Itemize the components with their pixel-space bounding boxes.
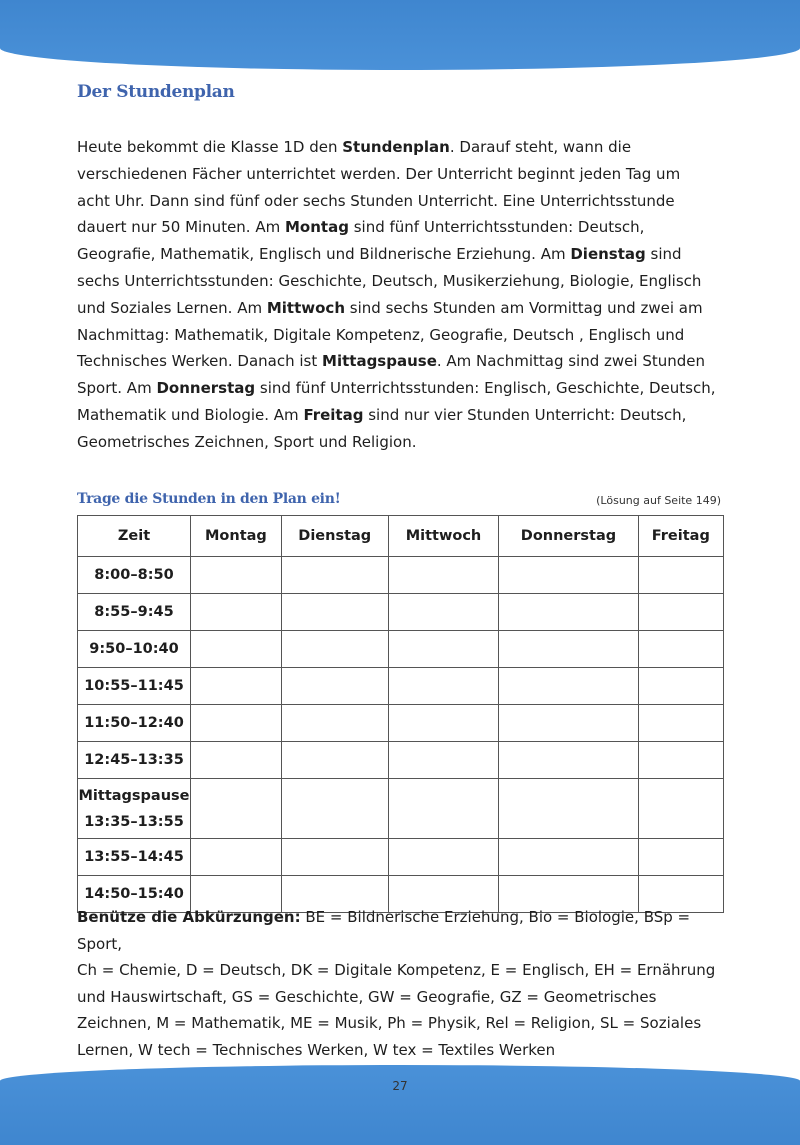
- abbreviations-line: BE = Bildnerische Erziehung, Bio = Biologie, BSp = Sport,: [77, 908, 691, 953]
- abbreviations-line: und Hauswirtschaft, GS = Geschichte, GW = Geografie, GZ = Geometrisches: [77, 987, 657, 1006]
- paragraph-line: [77, 241, 737, 268]
- bold-term: Stundenplan: [342, 138, 450, 156]
- time-label: 12:45–13:35: [84, 752, 184, 768]
- empty-cell-montag[interactable]: [191, 779, 282, 839]
- abbreviations-line: Zeichnen, M = Mathematik, ME = Musik, Ph = Physik, Rel = Religion, SL = Soziales: [77, 1014, 702, 1032]
- empty-cell-dienstag[interactable]: [281, 742, 388, 779]
- text-segment: Geometrisches Zeichnen, Sport und Religion.: [77, 432, 417, 451]
- paragraph-line: [77, 429, 737, 456]
- abbreviations-line: Lernen, W tech = Technisches Werken, W tex = Textiles Werken: [77, 1040, 556, 1059]
- empty-cell-freitag[interactable]: [638, 557, 723, 594]
- column-header-dienstag: Dienstag: [281, 516, 388, 557]
- text-segment: Nachmittag: Mathematik, Digitale Kompetenz, Geografie, Deutsch , Englisch und: [77, 325, 685, 344]
- empty-cell-mittwoch[interactable]: [388, 557, 499, 594]
- empty-cell-montag[interactable]: [191, 742, 282, 779]
- empty-cell-freitag[interactable]: [638, 705, 723, 742]
- empty-cell-donnerstag[interactable]: [499, 705, 638, 742]
- empty-cell-montag[interactable]: [191, 668, 282, 705]
- table-row: [78, 631, 724, 668]
- text-segment: sind nur vier Stunden Unterricht: Deutsch,: [363, 405, 687, 424]
- bold-term: Montag: [285, 218, 349, 237]
- empty-cell-freitag[interactable]: [638, 839, 723, 876]
- empty-cell-dienstag[interactable]: [281, 839, 388, 876]
- time-cell: [78, 594, 191, 631]
- text-segment: sechs Unterrichtsstunden: Geschichte, Deutsch, Musikerziehung, Biologie, Englisch: [77, 271, 702, 290]
- paragraph-line: [77, 402, 737, 429]
- time-label: 11:50–12:40: [84, 715, 184, 731]
- empty-cell-dienstag[interactable]: [281, 668, 388, 705]
- abbreviations-paragraph: [77, 904, 737, 1063]
- empty-cell-dienstag[interactable]: [281, 594, 388, 631]
- text-segment: . Darauf steht, wann die: [449, 138, 632, 156]
- empty-cell-freitag[interactable]: [638, 668, 723, 705]
- time-label: 13:35–13:55: [84, 813, 184, 830]
- paragraph-line: [77, 188, 737, 215]
- empty-cell-freitag[interactable]: [638, 779, 723, 839]
- time-label: 10:55–11:45: [84, 678, 184, 694]
- paragraph-line: [77, 161, 737, 188]
- column-header-zeit: Zeit: [78, 516, 191, 557]
- column-header-freitag: Freitag: [638, 516, 723, 557]
- bold-term: Freitag: [303, 405, 364, 424]
- time-cell: [78, 631, 191, 668]
- time-cell: [78, 705, 191, 742]
- paragraph-line: [77, 268, 737, 295]
- time-cell: [78, 557, 191, 594]
- paragraph-line: [77, 214, 737, 241]
- empty-cell-montag[interactable]: [191, 839, 282, 876]
- column-header-mittwoch: Mittwoch: [388, 516, 499, 557]
- bold-term: Dienstag: [570, 245, 646, 264]
- time-label: 8:00–8:50: [94, 567, 174, 583]
- text-segment: und Soziales Lernen. Am: [77, 298, 267, 317]
- empty-cell-montag[interactable]: [191, 594, 282, 631]
- text-segment: Geografie, Mathematik, Englisch und Bildnerische Erziehung. Am: [77, 245, 571, 264]
- solution-reference: (Lösung auf Seite 149): [596, 494, 721, 507]
- paragraph-line: [77, 134, 737, 161]
- text-segment: sind sechs Stunden am Vormittag und zwei am: [345, 298, 703, 317]
- empty-cell-montag[interactable]: [191, 705, 282, 742]
- text-segment: Technisches Werken. Danach ist: [77, 352, 323, 371]
- empty-cell-mittwoch[interactable]: [388, 631, 499, 668]
- column-header-montag: Montag: [191, 516, 282, 557]
- empty-cell-freitag[interactable]: [638, 742, 723, 779]
- time-label: 9:50–10:40: [89, 641, 179, 657]
- empty-cell-donnerstag[interactable]: [499, 839, 638, 876]
- empty-cell-donnerstag[interactable]: [499, 594, 638, 631]
- task-heading: Trage die Stunden in den Plan ein!: [77, 491, 341, 507]
- page-title: Der Stundenplan: [77, 82, 235, 102]
- empty-cell-dienstag[interactable]: [281, 779, 388, 839]
- text-segment: verschiedenen Fächer unterrichtet werden. Der Unterricht beginnt jeden Tag um: [77, 164, 681, 183]
- text-segment: sind: [645, 245, 682, 264]
- text-segment: Heute bekommt die Klasse 1D den: [77, 138, 343, 156]
- empty-cell-donnerstag[interactable]: [499, 779, 638, 839]
- text-segment: . Am Nachmittag sind zwei Stunden: [436, 352, 705, 371]
- empty-cell-mittwoch[interactable]: [388, 742, 499, 779]
- abbreviations-line: Ch = Chemie, D = Deutsch, DK = Digitale Kompetenz, E = Englisch, EH = Ernährung: [77, 961, 716, 979]
- table-row: [78, 594, 724, 631]
- bold-term: Mittwoch: [266, 298, 346, 317]
- empty-cell-dienstag[interactable]: [281, 557, 388, 594]
- timetable: [77, 515, 724, 913]
- column-header-donnerstag: Donnerstag: [499, 516, 638, 557]
- empty-cell-donnerstag[interactable]: [499, 742, 638, 779]
- text-segment: dauert nur 50 Minuten. Am: [77, 218, 285, 237]
- time-cell: [78, 668, 191, 705]
- intro-paragraph: [77, 134, 737, 456]
- time-label: Mittagspause: [78, 787, 190, 804]
- empty-cell-donnerstag[interactable]: [499, 631, 638, 668]
- table-row: [78, 668, 724, 705]
- empty-cell-freitag[interactable]: [638, 594, 723, 631]
- table-row: [78, 742, 724, 779]
- time-cell: [78, 779, 191, 839]
- time-cell: [78, 742, 191, 779]
- empty-cell-montag[interactable]: [191, 557, 282, 594]
- abbreviations-label: Benütze die Abkürzungen:: [77, 908, 301, 926]
- time-cell: [78, 839, 191, 876]
- text-segment: Mathematik und Biologie. Am: [77, 405, 304, 424]
- empty-cell-mittwoch[interactable]: [388, 839, 499, 876]
- empty-cell-montag[interactable]: [191, 631, 282, 668]
- paragraph-line: [77, 322, 737, 349]
- bold-term: Mittagspause: [322, 352, 437, 371]
- bold-term: Donnerstag: [156, 379, 256, 398]
- empty-cell-mittwoch[interactable]: [388, 705, 499, 742]
- paragraph-line: [77, 348, 737, 375]
- empty-cell-donnerstag[interactable]: [499, 557, 638, 594]
- text-segment: Sport. Am: [77, 379, 157, 398]
- time-label: 13:55–14:45: [84, 849, 184, 865]
- empty-cell-dienstag[interactable]: [281, 705, 388, 742]
- footer-decoration: [0, 1065, 800, 1145]
- paragraph-line: [77, 375, 737, 402]
- text-segment: sind fünf Unterrichtsstunden: Englisch, Geschichte, Deutsch,: [255, 379, 716, 398]
- empty-cell-mittwoch[interactable]: [388, 779, 499, 839]
- table-row: [78, 705, 724, 742]
- table-row: [78, 839, 724, 876]
- paragraph-line: [77, 295, 737, 322]
- empty-cell-freitag[interactable]: [638, 631, 723, 668]
- time-label: 8:55–9:45: [94, 604, 174, 620]
- text-segment: acht Uhr. Dann sind fünf oder sechs Stunden Unterricht. Eine Unterrichtsstunde: [77, 191, 675, 210]
- empty-cell-mittwoch[interactable]: [388, 594, 499, 631]
- header-decoration-curve: [0, 0, 800, 70]
- page-number: 27: [392, 1079, 408, 1093]
- empty-cell-mittwoch[interactable]: [388, 668, 499, 705]
- empty-cell-dienstag[interactable]: [281, 631, 388, 668]
- empty-cell-donnerstag[interactable]: [499, 668, 638, 705]
- time-label: 14:50–15:40: [84, 886, 184, 902]
- text-segment: sind fünf Unterrichtsstunden: Deutsch,: [348, 218, 645, 237]
- table-row: [78, 779, 724, 839]
- table-row: [78, 557, 724, 594]
